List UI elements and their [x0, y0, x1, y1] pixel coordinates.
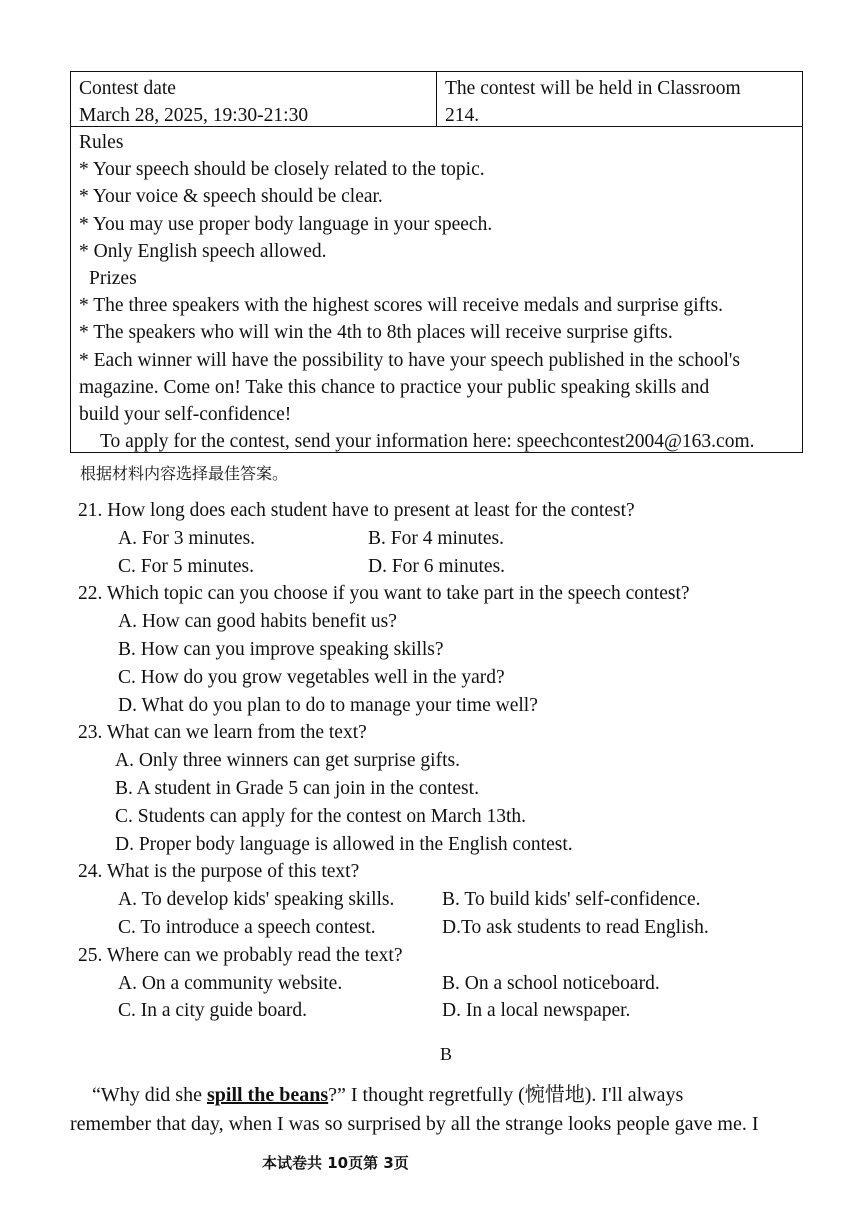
location-line-1: The contest will be held in Classroom [445, 78, 741, 99]
option-c[interactable]: C. Students can apply for the contest on March 13th. [115, 805, 527, 827]
option-c[interactable]: C. How do you grow vegetables well in the yard? [118, 666, 505, 688]
option-a[interactable]: A. Only three winners can get surprise gifts. [115, 750, 460, 772]
underlined-phrase: spill the beans [206, 1084, 329, 1106]
rule-item: * You may use proper body language in your speech. [79, 213, 493, 235]
prize-item: * The speakers who will win the 4th to 8th places will receive surprise gifts. [79, 322, 673, 344]
option-b[interactable]: B. On a school noticeboard. [442, 972, 660, 994]
apply-instruction: To apply for the contest, send your information here: speechcontest2004@163.com. [100, 431, 755, 453]
question-stem: 25. Where can we probably read the text? [78, 944, 403, 966]
option-c[interactable]: C. For 5 minutes. [118, 555, 254, 577]
option-row [78, 553, 818, 581]
option-d[interactable]: D. For 6 minutes. [368, 555, 506, 577]
prize-item: * Each winner will have the possibility to have your speech published in the school's [79, 349, 740, 371]
option-a[interactable]: A. On a community website. [118, 972, 343, 994]
option-row [78, 525, 818, 553]
question-23 [78, 719, 818, 858]
option-a[interactable]: A. For 3 minutes. [118, 527, 256, 549]
location-cell [437, 72, 802, 126]
contest-notice-table [70, 71, 803, 453]
option-d[interactable]: D. Proper body language is allowed in the English contest. [115, 833, 573, 855]
notice-body [71, 127, 802, 452]
location-line-2: 214. [445, 105, 480, 126]
option-b[interactable]: B. For 4 minutes. [368, 527, 504, 549]
rules-heading: Rules [79, 132, 124, 153]
option-a[interactable]: A. How can good habits benefit us? [118, 611, 397, 633]
option-d[interactable]: D.To ask students to read English. [442, 916, 709, 938]
option-row [78, 997, 818, 1025]
rule-item: * Only English speech allowed. [79, 240, 327, 262]
story-passage [70, 1081, 815, 1139]
option-d[interactable]: D. In a local newspaper. [442, 1000, 631, 1022]
story-text: ?” I thought regretfully (惋惜地). I'll always [328, 1084, 684, 1106]
option-row [78, 970, 818, 998]
option-row [78, 914, 818, 942]
prizes-heading: Prizes [89, 268, 137, 290]
story-line-1 [70, 1081, 815, 1110]
question-25 [78, 942, 818, 1025]
question-stem: 23. What can we learn from the text? [78, 722, 367, 744]
page-footer: 本试卷共 10页第 3页 [262, 1154, 409, 1172]
question-24 [78, 858, 818, 941]
prize-item-continued: build your self-confidence! [79, 404, 292, 426]
option-d[interactable]: D. What do you plan to do to manage your time well? [118, 694, 538, 716]
question-instruction: 根据材料内容选择最佳答案。 [80, 464, 289, 483]
option-b[interactable]: B. A student in Grade 5 can join in the contest. [115, 777, 479, 799]
rule-item: * Your speech should be closely related to the topic. [79, 159, 485, 181]
option-row [78, 886, 818, 914]
date-value: March 28, 2025, 19:30-21:30 [79, 105, 309, 126]
notice-header-row [71, 72, 802, 127]
story-line-2: remember that day, when I was so surprised by all the strange looks people gave me. I [70, 1113, 759, 1135]
question-list [78, 497, 818, 1025]
contest-date-cell [71, 72, 437, 126]
option-b[interactable]: B. To build kids' self-confidence. [442, 889, 701, 911]
question-stem: 22. Which topic can you choose if you want to take part in the speech contest? [78, 583, 690, 605]
prize-item: * The three speakers with the highest scores will receive medals and surprise gifts. [79, 295, 724, 317]
question-stem: 24. What is the purpose of this text? [78, 861, 360, 883]
section-b-heading: B [440, 1044, 453, 1064]
prize-item-continued: magazine. Come on! Take this chance to practice your public speaking skills and [79, 376, 710, 398]
question-21 [78, 497, 818, 580]
rule-item: * Your voice & speech should be clear. [79, 186, 383, 208]
question-22 [78, 580, 818, 719]
question-stem: 21. How long does each student have to present at least for the contest? [78, 500, 635, 521]
option-a[interactable]: A. To develop kids' speaking skills. [118, 889, 395, 911]
option-b[interactable]: B. How can you improve speaking skills? [118, 638, 444, 660]
option-c[interactable]: C. In a city guide board. [118, 1000, 307, 1022]
option-c[interactable]: C. To introduce a speech contest. [118, 916, 376, 938]
story-text: “Why did she [92, 1084, 207, 1106]
date-label: Contest date [79, 78, 176, 99]
